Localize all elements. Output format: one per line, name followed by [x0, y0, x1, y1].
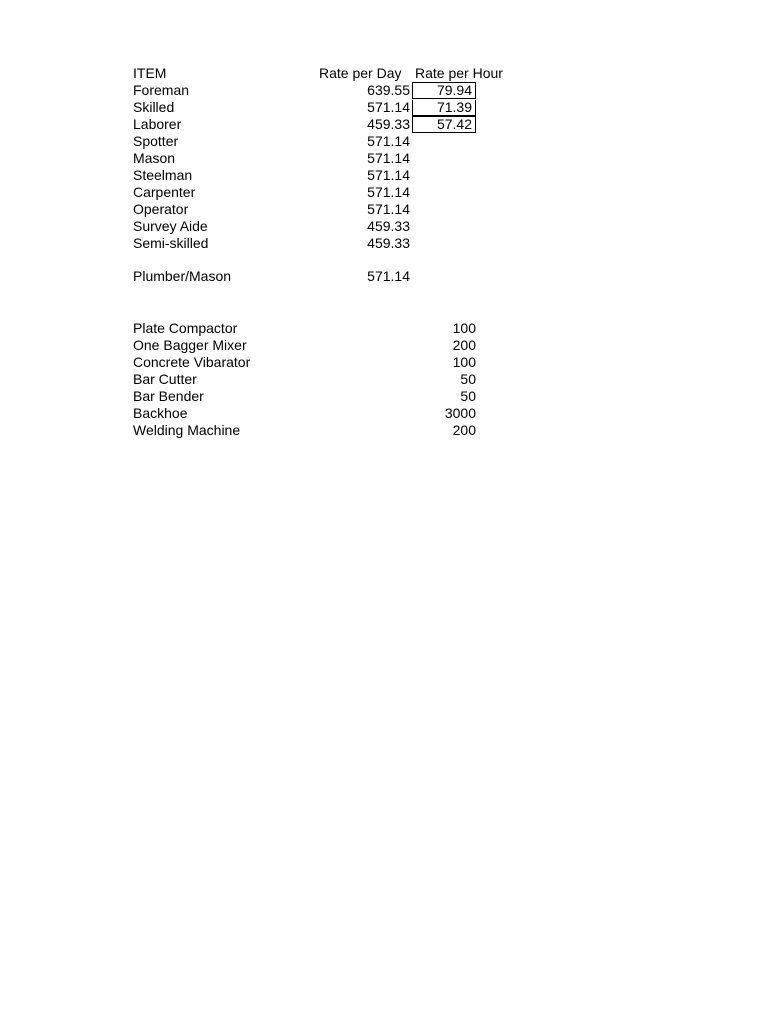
table-row: [0, 268, 768, 285]
table-row: [0, 405, 768, 422]
table-row: [0, 201, 768, 218]
table-row: [0, 320, 768, 337]
item-name: Foreman: [133, 82, 190, 98]
rate-per-day: 571.14: [367, 150, 410, 166]
equipment-name: Welding Machine: [133, 422, 241, 438]
item-name: Skilled: [133, 99, 175, 115]
rate-per-day: 459.33: [367, 235, 410, 251]
table-row: [0, 371, 768, 388]
item-name: Carpenter: [133, 184, 196, 200]
equipment-rate: 200: [452, 422, 476, 438]
equipment-name: Bar Cutter: [133, 371, 197, 387]
equipment-name: Concrete Vibarator: [133, 354, 251, 370]
header-item: ITEM: [133, 65, 167, 81]
equipment-name: Backhoe: [133, 405, 188, 421]
table-row: [0, 235, 768, 252]
table-row: [0, 167, 768, 184]
item-name: Steelman: [133, 167, 193, 183]
table-row: [0, 354, 768, 371]
rate-per-day: 639.55: [367, 82, 410, 98]
rate-per-day: 571.14: [367, 268, 410, 284]
header-rate-per-day: Rate per Day: [319, 65, 402, 81]
item-name: Survey Aide: [133, 218, 208, 234]
item-name: Operator: [133, 201, 189, 217]
table-row: [0, 388, 768, 405]
rate-per-day: 571.14: [367, 167, 410, 183]
equipment-rate: 50: [460, 371, 476, 387]
equipment-name: Bar Bender: [133, 388, 204, 404]
item-name: Laborer: [133, 116, 182, 132]
equipment-rate: 50: [460, 388, 476, 404]
table-row: [0, 116, 768, 133]
rate-per-hour: 71.39: [412, 100, 476, 116]
table-row: [0, 133, 768, 150]
rate-per-day: 571.14: [367, 201, 410, 217]
table-row: [0, 422, 768, 439]
rate-per-day: 459.33: [367, 218, 410, 234]
header-row: [0, 65, 768, 82]
item-name: Mason: [133, 150, 176, 166]
equipment-rate: 100: [452, 354, 476, 370]
rate-per-day: 459.33: [367, 116, 410, 132]
equipment-rate: 200: [452, 337, 476, 353]
table-row: [0, 82, 768, 99]
equipment-rate: 100: [452, 320, 476, 336]
rate-per-day: 571.14: [367, 133, 410, 149]
rate-per-day: 571.14: [367, 184, 410, 200]
item-name: Plumber/Mason: [133, 268, 232, 284]
rate-per-hour: 57.42: [412, 116, 476, 133]
table-row: [0, 99, 768, 116]
rate-per-hour: 79.94: [412, 82, 476, 99]
item-name: Semi-skilled: [133, 235, 209, 251]
table-row: [0, 218, 768, 235]
equipment-name: Plate Compactor: [133, 320, 238, 336]
equipment-rate: 3000: [444, 405, 476, 421]
rate-per-day: 571.14: [367, 99, 410, 115]
table-row: [0, 150, 768, 167]
equipment-name: One Bagger Mixer: [133, 337, 247, 353]
table-row: [0, 184, 768, 201]
item-name: Spotter: [133, 133, 179, 149]
header-rate-per-hour: Rate per Hour: [415, 65, 503, 81]
table-row: [0, 337, 768, 354]
